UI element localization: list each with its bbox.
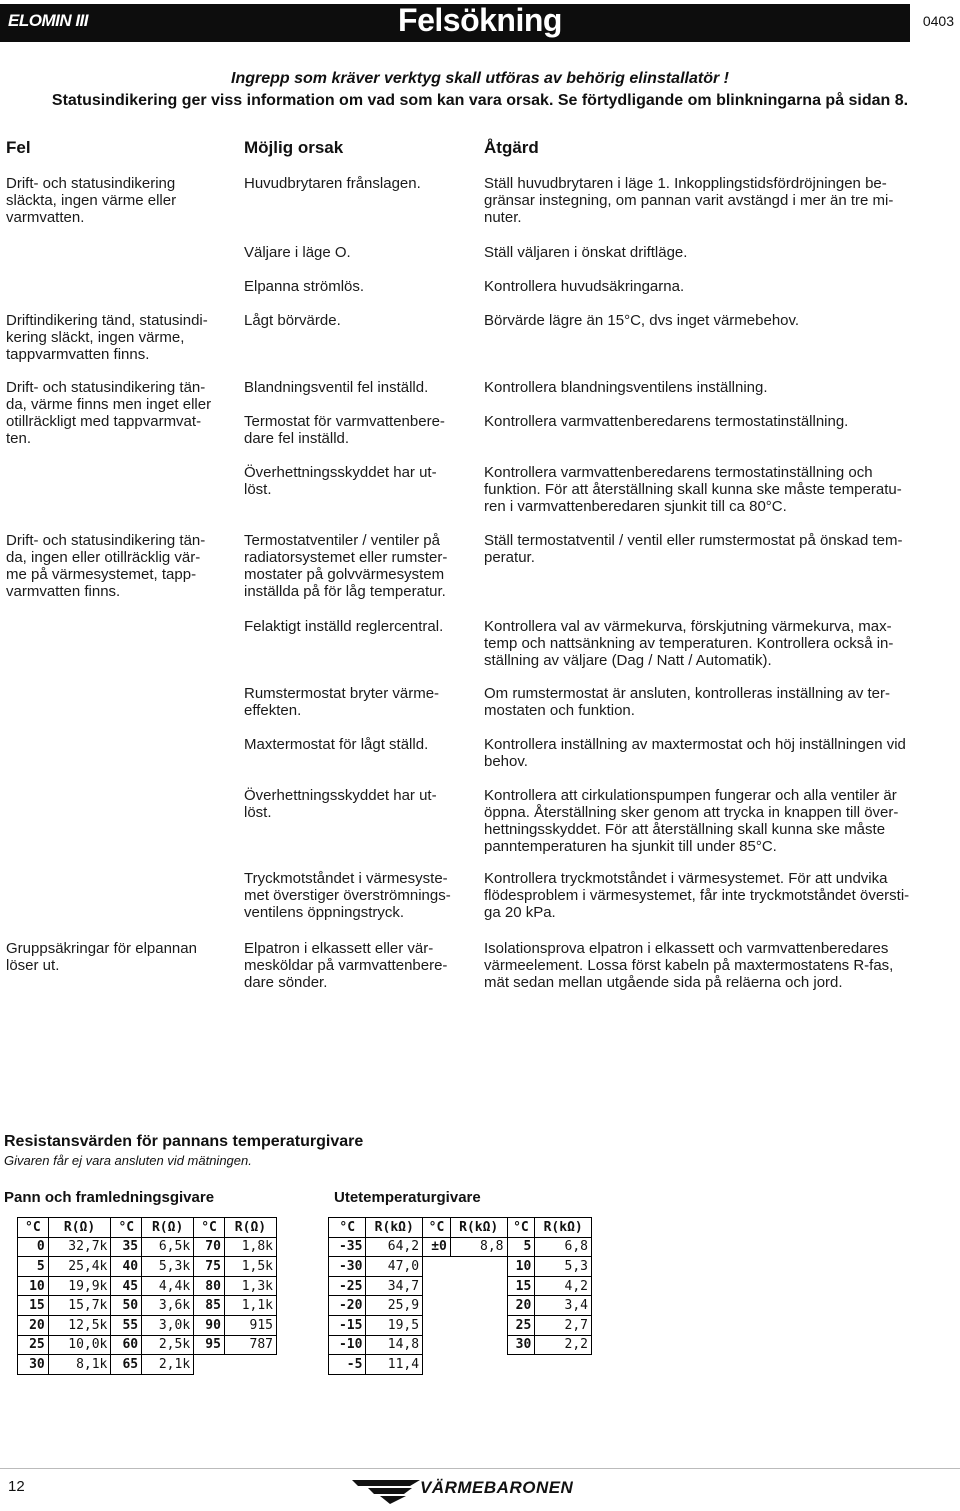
temperature-cell: 5 [507, 1237, 535, 1257]
resistance-cell [450, 1276, 507, 1296]
table-row [18, 1257, 277, 1277]
brand-logo [350, 1476, 610, 1506]
table-header-cell: °C [18, 1218, 49, 1238]
resistance-cell [450, 1355, 507, 1375]
ute-resistance-table [328, 1217, 592, 1375]
resistance-cell: 8,1k [48, 1355, 111, 1375]
resistance-cell: 1,1k [224, 1296, 276, 1316]
cause-text: Elpatron i elkassett eller vär- mesköldar på varmvattenbere- dare sönder. [244, 940, 448, 991]
temperature-cell: 45 [111, 1276, 142, 1296]
table-row [329, 1315, 592, 1335]
resistance-cell [535, 1355, 592, 1375]
table-row [329, 1335, 592, 1355]
resistance-cell: 3,0k [142, 1315, 194, 1335]
action-text: Ställ väljaren i önskat driftläge. [484, 244, 688, 261]
temperature-cell: 75 [194, 1257, 225, 1277]
product-logo: ELOMIN III [8, 11, 88, 30]
resistance-cell: 787 [224, 1335, 276, 1355]
temperature-cell: 10 [507, 1257, 535, 1277]
temperature-cell [423, 1296, 451, 1316]
fault-text: Gruppsäkringar för elpannan löser ut. [6, 940, 197, 974]
temperature-cell: 85 [194, 1296, 225, 1316]
cause-text: Överhettningsskyddet har ut- löst. [244, 787, 437, 821]
resistance-cell: 1,3k [224, 1276, 276, 1296]
fault-text: Drift- och statusindikering släckta, ingen värme eller varmvatten. [6, 175, 177, 226]
table-header-cell: R(Ω) [142, 1218, 194, 1238]
temperature-cell: 65 [111, 1355, 142, 1375]
action-text: Om rumstermostat är ansluten, kontrolleras inställning av ter- mostaten och funktion. [484, 685, 890, 719]
temperature-cell: -15 [329, 1315, 366, 1335]
resistance-cell: 8,8 [450, 1237, 507, 1257]
page-header [0, 0, 960, 44]
temperature-cell [194, 1355, 225, 1375]
resistance-cell: 6,8 [535, 1237, 592, 1257]
resistance-cell: 19,9k [48, 1276, 111, 1296]
temperature-cell: 15 [18, 1296, 49, 1316]
action-text: Kontrollera inställning av maxtermostat och höj inställningen vid behov. [484, 736, 906, 770]
temperature-cell: 20 [507, 1296, 535, 1316]
table-header-cell: R(kΩ) [450, 1218, 507, 1238]
resistance-cell: 15,7k [48, 1296, 111, 1316]
column-header-action: Åtgärd [484, 138, 539, 157]
resistance-cell [450, 1296, 507, 1316]
action-text: Kontrollera val av värmekurva, förskjutning värmekurva, max- temp och nattsänkning av temperaturen. Kontrollera också in- ställning av väljare (Dag / Natt / Automatik). [484, 618, 894, 669]
temperature-cell: 95 [194, 1335, 225, 1355]
temperature-cell [423, 1335, 451, 1355]
cause-text: Lågt börvärde. [244, 312, 341, 329]
temperature-cell: 40 [111, 1257, 142, 1277]
resistance-cell [450, 1335, 507, 1355]
resistance-cell [224, 1355, 276, 1375]
table-header-cell: R(Ω) [224, 1218, 276, 1238]
resistance-cell: 1,5k [224, 1257, 276, 1277]
brand-swoosh-icon [350, 1476, 430, 1506]
temperature-cell: 20 [18, 1315, 49, 1335]
resistance-cell: 19,5 [366, 1315, 423, 1335]
ute-table-title: Utetemperaturgivare [334, 1189, 481, 1206]
cause-text: Elpanna strömlös. [244, 278, 365, 295]
resistance-cell: 3,4 [535, 1296, 592, 1316]
pann-table-title: Pann och framledningsgivare [4, 1189, 215, 1206]
column-header-cause: Möjlig orsak [244, 138, 344, 157]
action-text: Kontrollera att cirkulationspumpen fungerar och alla ventiler är öppna. Återställning sker genom att trycka in knappen till över- hettningsskyddet. För att återställning skall kunna ske måste panntemperaturen ha sjunkit till under 85°C. [484, 787, 899, 855]
temperature-cell: 30 [18, 1355, 49, 1375]
temperature-cell: 25 [18, 1335, 49, 1355]
temperature-cell: 90 [194, 1315, 225, 1335]
temperature-cell: -35 [329, 1237, 366, 1257]
cause-text: Tryckmotståndet i värmesyste- met överstiger överströmnings- ventilens öppningstryck. [244, 870, 451, 921]
table-row [18, 1276, 277, 1296]
resistance-cell: 4,4k [142, 1276, 194, 1296]
resistance-cell: 2,1k [142, 1355, 194, 1375]
temperature-cell: -20 [329, 1296, 366, 1316]
cause-text: Termostat för varmvattenbere- dare fel inställd. [244, 413, 445, 447]
temperature-cell [423, 1315, 451, 1335]
resistance-cell [450, 1257, 507, 1277]
temperature-cell: ±0 [423, 1237, 451, 1257]
resistance-title: Resistansvärden för pannans temperaturgivare [4, 1133, 364, 1150]
resistance-cell [450, 1315, 507, 1335]
action-text: Kontrollera varmvattenberedarens termostatinställning och funktion. För att återställning skall kunna ske måste temperatu- ren i varmvattenberedaren sjunkit till ca 80°C. [484, 464, 902, 515]
brand-name: VÄRMEBARONEN [420, 1478, 574, 1497]
table-header-cell: °C [111, 1218, 142, 1238]
resistance-cell: 14,8 [366, 1335, 423, 1355]
resistance-cell: 3,6k [142, 1296, 194, 1316]
cause-text: Maxtermostat för lågt ställd. [244, 736, 429, 753]
table-row [329, 1355, 592, 1375]
temperature-cell: 0 [18, 1237, 49, 1257]
fault-text: Drift- och statusindikering tän- da, värme finns men inget eller otillräckligt med tappvarmvat- ten. [6, 379, 212, 447]
info-text: Statusindikering ger viss information om vad som kan vara orsak. Se förtydligande om blinkningarna på sidan 8. [51, 92, 909, 109]
table-header-row [329, 1218, 592, 1238]
action-text: Isolationsprova elpatron i elkassett och varmvattenberedares värmeelement. Lossa först kabeln på maxtermostatens R-fas, mät sedan mellan utgående sida på reläerna och jord. [484, 940, 894, 991]
resistance-cell: 11,4 [366, 1355, 423, 1375]
cause-text: Felaktigt inställd reglercentral. [244, 618, 444, 635]
resistance-cell: 5,3 [535, 1257, 592, 1277]
resistance-cell: 25,4k [48, 1257, 111, 1277]
cause-text: Huvudbrytaren frånslagen. [244, 175, 421, 192]
resistance-cell: 2,7 [535, 1315, 592, 1335]
temperature-cell: 10 [18, 1276, 49, 1296]
table-row [329, 1237, 592, 1257]
resistance-cell: 47,0 [366, 1257, 423, 1277]
resistance-cell: 4,2 [535, 1276, 592, 1296]
resistance-cell: 34,7 [366, 1276, 423, 1296]
action-text: Kontrollera varmvattenberedarens termostatinställning. [484, 413, 849, 430]
table-row [18, 1296, 277, 1316]
table-header-cell: R(Ω) [48, 1218, 111, 1238]
action-text: Kontrollera huvudsäkringarna. [484, 278, 685, 295]
temperature-cell: 35 [111, 1237, 142, 1257]
table-header-cell: °C [329, 1218, 366, 1238]
temperature-cell: -30 [329, 1257, 366, 1277]
resistance-cell: 10,0k [48, 1335, 111, 1355]
table-row [18, 1335, 277, 1355]
resistance-cell: 32,7k [48, 1237, 111, 1257]
temperature-cell: -5 [329, 1355, 366, 1375]
resistance-cell: 6,5k [142, 1237, 194, 1257]
temperature-cell: 70 [194, 1237, 225, 1257]
cause-text: Överhettningsskyddet har ut- löst. [244, 464, 437, 498]
action-text: Börvärde lägre än 15°C, dvs inget värmebehov. [484, 312, 800, 329]
temperature-cell: -10 [329, 1335, 366, 1355]
temperature-cell: 50 [111, 1296, 142, 1316]
temperature-cell: 55 [111, 1315, 142, 1335]
footer-divider [0, 1468, 960, 1469]
action-text: Ställ termostatventil / ventil eller rumstermostat på önskad tem- peratur. [484, 532, 903, 566]
page-number: 12 [8, 1478, 25, 1495]
temperature-cell: -25 [329, 1276, 366, 1296]
resistance-cell: 2,2 [535, 1335, 592, 1355]
temperature-cell: 5 [18, 1257, 49, 1277]
table-header-cell: °C [194, 1218, 225, 1238]
table-header-cell: R(kΩ) [366, 1218, 423, 1238]
resistance-cell: 1,8k [224, 1237, 276, 1257]
resistance-cell: 12,5k [48, 1315, 111, 1335]
action-text: Kontrollera tryckmotståndet i värmesystemet. För att undvika flödesproblem i värmesystemet, får inte tryckmotståndet översti- ga 20 kPa. [484, 870, 910, 921]
resistance-cell: 5,3k [142, 1257, 194, 1277]
table-header-cell: °C [423, 1218, 451, 1238]
temperature-cell [423, 1257, 451, 1277]
table-header-cell: °C [507, 1218, 535, 1238]
table-header-cell: R(kΩ) [535, 1218, 592, 1238]
temperature-cell [507, 1355, 535, 1375]
table-row [329, 1257, 592, 1277]
page-title: Felsökning [398, 2, 562, 38]
temperature-cell: 25 [507, 1315, 535, 1335]
resistance-subtitle: Givaren får ej vara ansluten vid mätningen. [4, 1153, 252, 1168]
action-text: Ställ huvudbrytaren i läge 1. Inkopplingstidsfördröjningen be- gränsar instegning, om pannan varit avstängd i mer än tre mi- nuter. [484, 175, 894, 226]
cause-text: Väljare i läge O. [244, 244, 351, 261]
resistance-cell: 2,5k [142, 1335, 194, 1355]
table-row [329, 1296, 592, 1316]
pann-resistance-table [17, 1217, 277, 1375]
temperature-cell: 15 [507, 1276, 535, 1296]
temperature-cell [423, 1355, 451, 1375]
table-header-row [18, 1218, 277, 1238]
cause-text: Termostatventiler / ventiler på radiatorsystemet eller rumster- mostater på golvvärmesystem inställda på för låg temperatur. [244, 532, 448, 600]
table-row [18, 1237, 277, 1257]
fault-text: Drift- och statusindikering tän- da, ingen eller otillräcklig vär- me på värmesystemet, tapp- varmvatten finns. [6, 532, 206, 600]
table-row [18, 1355, 277, 1375]
resistance-cell: 915 [224, 1315, 276, 1335]
warning-text: Ingrepp som kräver verktyg skall utföras av behörig elinstallatör ! [231, 70, 729, 87]
temperature-cell: 30 [507, 1335, 535, 1355]
cause-text: Blandningsventil fel inställd. [244, 379, 429, 396]
action-text: Kontrollera blandningsventilens inställning. [484, 379, 768, 396]
temperature-cell [423, 1276, 451, 1296]
column-header-fault: Fel [6, 138, 31, 157]
temperature-cell: 60 [111, 1335, 142, 1355]
fault-text: Driftindikering tänd, statusindi- kering släckt, ingen värme, tappvarmvatten finns. [6, 312, 208, 363]
table-row [18, 1315, 277, 1335]
page-code: 0403 [917, 13, 954, 29]
resistance-cell: 64,2 [366, 1237, 423, 1257]
cause-text: Rumstermostat bryter värme- effekten. [244, 685, 440, 719]
temperature-cell: 80 [194, 1276, 225, 1296]
resistance-cell: 25,9 [366, 1296, 423, 1316]
table-row [329, 1276, 592, 1296]
